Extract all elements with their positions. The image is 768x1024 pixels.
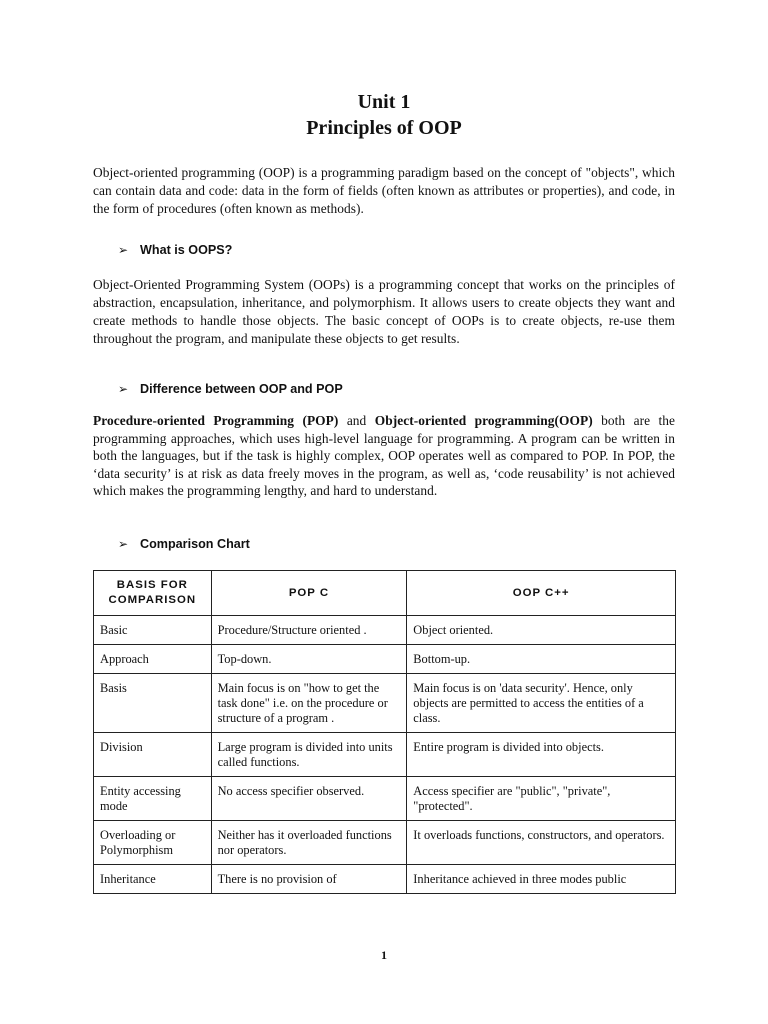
row-basis: Entity accessing mode	[94, 777, 212, 821]
table-row	[94, 865, 676, 894]
row-oop: Main focus is on 'data security'. Hence, only objects are permitted to access the entities of a class.	[407, 674, 676, 733]
heading-text: Comparison Chart	[140, 537, 250, 551]
row-basis: Overloading or Polymorphism	[94, 821, 212, 865]
table-row	[94, 645, 676, 674]
row-basis: Basis	[94, 674, 212, 733]
difference-text: both are the programming approaches, which uses high-level language for programming. A program can be written in both the languages, but if the task is highly complex, OOP operates well as compared to POP. In POP, the ‘data security’ is at risk as data freely moves in the program, as well as, ‘code reusability’ is not achieved which makes the programming lengthy, and hard to understand.	[93, 413, 675, 498]
row-pop: Main focus is on "how to get the task done" i.e. on the procedure or structure of a program .	[211, 674, 407, 733]
arrowhead-bullet-icon: ➢	[118, 537, 129, 551]
comparison-table	[93, 570, 676, 894]
row-oop: Object oriented.	[407, 616, 676, 645]
row-pop: Top-down.	[211, 645, 407, 674]
section-heading-difference	[118, 381, 343, 397]
header-oop: OOP C++	[407, 571, 676, 616]
table-row	[94, 674, 676, 733]
row-pop: There is no provision of	[211, 865, 407, 894]
and-text: and	[338, 413, 375, 428]
row-basis: Inheritance	[94, 865, 212, 894]
header-pop: POP C	[211, 571, 407, 616]
row-basis: Approach	[94, 645, 212, 674]
heading-text: Difference between OOP and POP	[140, 382, 343, 396]
section-heading-comparison-chart	[118, 536, 250, 552]
oop-term: Object-oriented programming(OOP)	[374, 413, 593, 428]
row-pop: No access specifier observed.	[211, 777, 407, 821]
arrowhead-bullet-icon: ➢	[118, 382, 129, 396]
oops-paragraph: Object-Oriented Programming System (OOPs) is a programming concept that works on the principles of abstraction, encapsulation, inheritance, and polymorphism. It allows users to create objects they want and create methods to handle those objects. The basic concept of OOPs is to create objects, re-use them throughout the program, and manipulate these objects to get results.	[93, 277, 675, 346]
row-oop: Inheritance achieved in three modes public	[407, 865, 676, 894]
unit-title: Unit 1	[357, 91, 411, 113]
row-basis: Division	[94, 733, 212, 777]
page-title: Principles of OOP	[306, 117, 462, 139]
table-row	[94, 777, 676, 821]
section-heading-what-is-oops	[118, 242, 232, 258]
row-pop: Large program is divided into units called functions.	[211, 733, 407, 777]
table-row	[94, 733, 676, 777]
difference-paragraph	[93, 412, 675, 500]
row-oop: Access specifier are "public", "private", "protected".	[407, 777, 676, 821]
table-row	[94, 616, 676, 645]
header-basis: BASIS FOR COMPARISON	[94, 571, 212, 616]
page-number: 1	[381, 948, 387, 962]
row-oop: It overloads functions, constructors, and operators.	[407, 821, 676, 865]
row-oop: Entire program is divided into objects.	[407, 733, 676, 777]
row-pop: Procedure/Structure oriented .	[211, 616, 407, 645]
pop-term: Procedure-oriented Programming (POP)	[93, 413, 339, 428]
row-oop: Bottom-up.	[407, 645, 676, 674]
intro-paragraph: Object-oriented programming (OOP) is a programming paradigm based on the concept of "objects", which can contain data and code: data in the form of fields (often known as attributes or properties), and code, in the form of procedures (often known as methods).	[93, 165, 675, 216]
table-header-row	[94, 571, 676, 616]
row-pop: Neither has it overloaded functions nor operators.	[211, 821, 407, 865]
table-row	[94, 821, 676, 865]
arrowhead-bullet-icon: ➢	[118, 243, 129, 257]
row-basis: Basic	[94, 616, 212, 645]
heading-text: What is OOPS?	[140, 243, 233, 257]
